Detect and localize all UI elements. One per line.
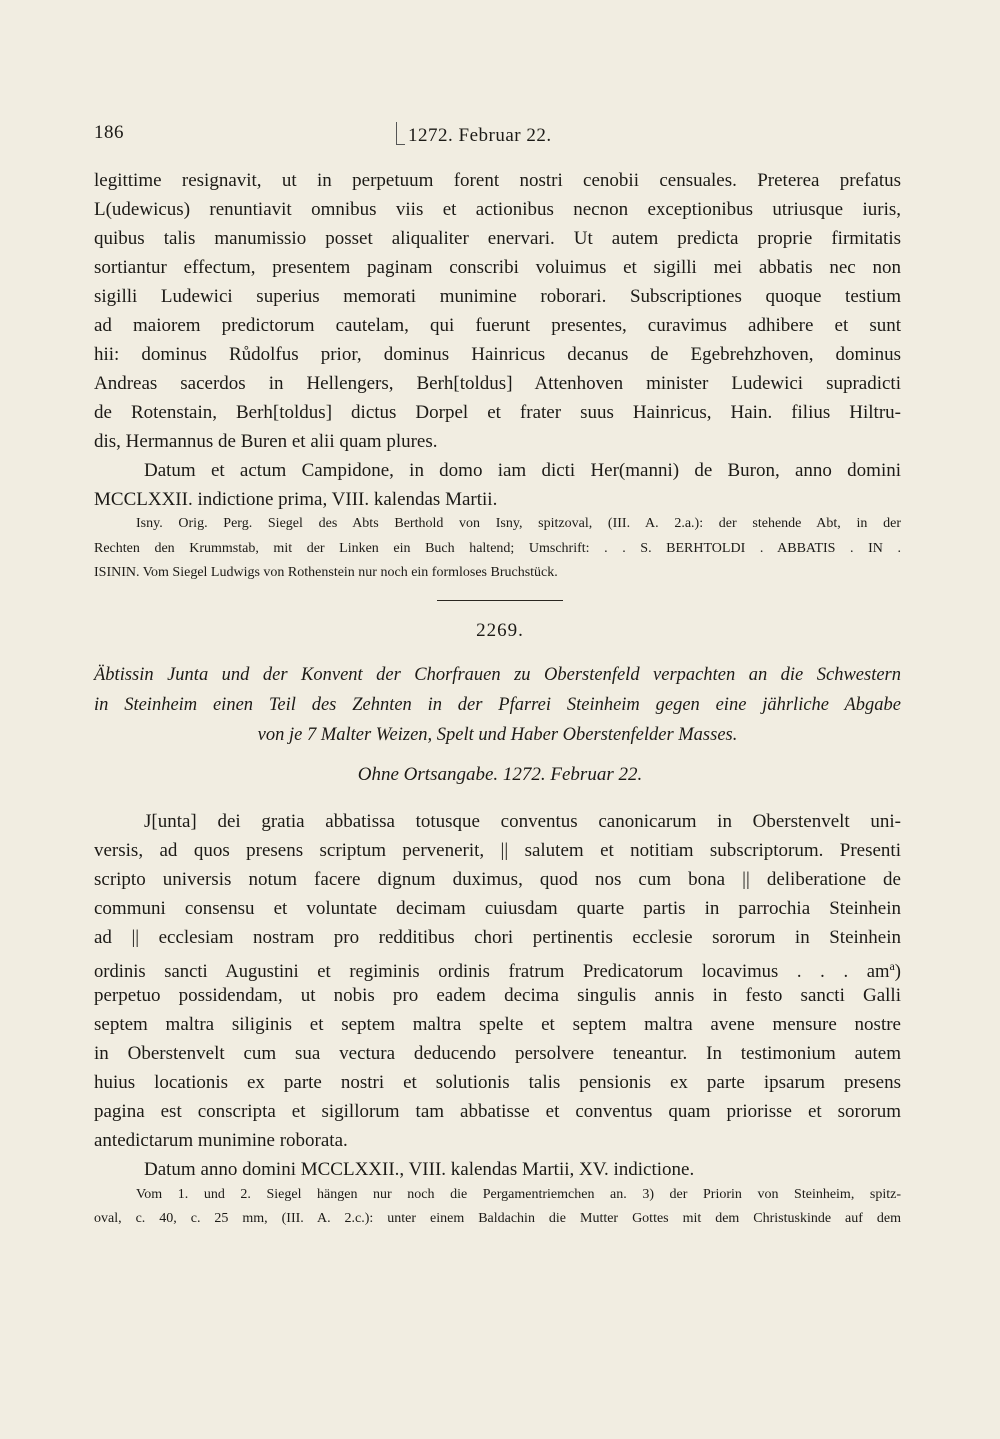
text-line: sortiantur effectum, presentem paginam conscribi voluimus et sigilli mei abbatis nec non	[94, 257, 901, 278]
text-line-body: ordinis sancti Augustini et regiminis ordinis fratrum Predicatorum locavimus . . . am	[94, 961, 890, 983]
text-line: perpetuo possidendam, ut nobis pro eadem decima singulis annis in festo sancti Galli	[94, 985, 901, 1006]
text-line: in Oberstenvelt cum sua vectura deducendo persolvere teneantur. In testimonium autem	[94, 1043, 901, 1064]
datum-line: Datum anno domini MCCLXXII., VIII. kalendas Martii, XV. indictione.	[144, 1159, 695, 1180]
regest-line: Äbtissin Junta und der Konvent der Chorfrauen zu Oberstenfeld verpachten an die Schwestern	[94, 665, 901, 685]
text-line: dis, Hermannus de Buren et alii quam plures.	[94, 431, 438, 452]
text-line: versis, ad quos presens scriptum pervenerit, || salutem et notitiam subscriptorum. Presenti	[94, 840, 901, 861]
note-line: Vom 1. und 2. Siegel hängen nur noch die Pergamentriemchen an. 3) der Priorin von Steinheim, spitz-	[136, 1187, 901, 1202]
text-line: J[unta] dei gratia abbatissa totusque conventus canonicarum in Oberstenvelt uni-	[144, 811, 901, 832]
note-line: Isny. Orig. Perg. Siegel des Abts Berthold von Isny, spitzoval, (III. A. 2.a.): der stehende Abt, in der	[136, 516, 901, 531]
text-line: pagina est conscripta et sigillorum tam abbatisse et conventus quam priorisse et sororum	[94, 1101, 901, 1122]
text-line: quibus talis manumissio posset aliqualiter enervari. Ut autem predicta proprie firmitatis	[94, 228, 901, 249]
text-line: hii: dominus Růdolfus prior, dominus Hainricus decanus de Egebrehzhoven, dominus	[94, 344, 901, 365]
text-line: legittime resignavit, ut in perpetuum forent nostri cenobii censuales. Preterea prefatus	[94, 170, 901, 191]
text-line: ad maiorem predictorum cautelam, qui fuerunt presentes, curavimus adhibere et sunt	[94, 315, 901, 336]
note-line: ISININ. Vom Siegel Ludwigs von Rothenstein nur noch ein formloses Bruchstück.	[94, 565, 558, 580]
datum-line: MCCLXXII. indictione prima, VIII. kalendas Martii.	[94, 489, 498, 510]
regest-line: von je 7 Malter Weizen, Spelt und Haber Oberstenfelder Masses.	[257, 725, 738, 745]
page-number: 186	[94, 122, 124, 143]
footnote-marker: a	[889, 959, 895, 973]
document-number: 2269.	[476, 620, 524, 641]
text-line: communi consensu et voluntate decimam cuiusdam quarte partis in parrochia Steinhein	[94, 898, 901, 919]
running-head-text: 1272. Februar 22.	[408, 125, 552, 146]
text-line: de Rotenstain, Berh[toldus] dictus Dorpel et frater suus Hainricus, Hain. filius Hiltru-	[94, 402, 901, 423]
note-line: oval, c. 40, c. 25 mm, (III. A. 2.c.): unter einem Baldachin die Mutter Gottes mit dem Christuskinde auf dem	[94, 1211, 901, 1226]
text-line: ad || ecclesiam nostram pro redditibus chori pertinentis ecclesie sororum in Steinhein	[94, 927, 901, 948]
regest-line: in Steinheim einen Teil des Zehnten in der Pfarrei Steinheim gegen eine jährliche Abgabe	[94, 695, 901, 715]
section-divider	[437, 600, 563, 601]
text-line: huius locationis ex parte nostri et solutionis talis pensionis ex parte ipsarum presens	[94, 1072, 901, 1093]
footnote-close: )	[894, 961, 901, 983]
running-head	[396, 122, 552, 147]
dateline: Ohne Ortsangabe. 1272. Februar 22.	[357, 764, 643, 785]
datum-line: Datum et actum Campidone, in domo iam dicti Her(manni) de Buron, anno domini	[144, 460, 901, 481]
text-line: L(udewicus) renuntiavit omnibus viis et actionibus necnon exceptionibus utriusque iuris,	[94, 199, 901, 220]
note-line: Rechten den Krummstab, mit der Linken ein Buch haltend; Umschrift: . . S. BERHTOLDI . ABBATIS . IN .	[94, 541, 901, 556]
text-line: Andreas sacerdos in Hellengers, Berh[toldus] Attenhoven minister Ludewici supradicti	[94, 373, 901, 394]
text-line: sigilli Ludewici superius memorati munimine roborari. Subscriptiones quoque testium	[94, 286, 901, 307]
text-line: septem maltra siliginis et septem maltra spelte et septem maltra avene mensure nostre	[94, 1014, 901, 1035]
text-line: antedictarum munimine roborata.	[94, 1130, 348, 1151]
bracket-mark	[396, 122, 405, 145]
text-line	[94, 952, 901, 981]
page-header	[94, 122, 906, 152]
text-line: scripto universis notum facere dignum duximus, quod nos cum bona || deliberatione de	[94, 869, 901, 890]
